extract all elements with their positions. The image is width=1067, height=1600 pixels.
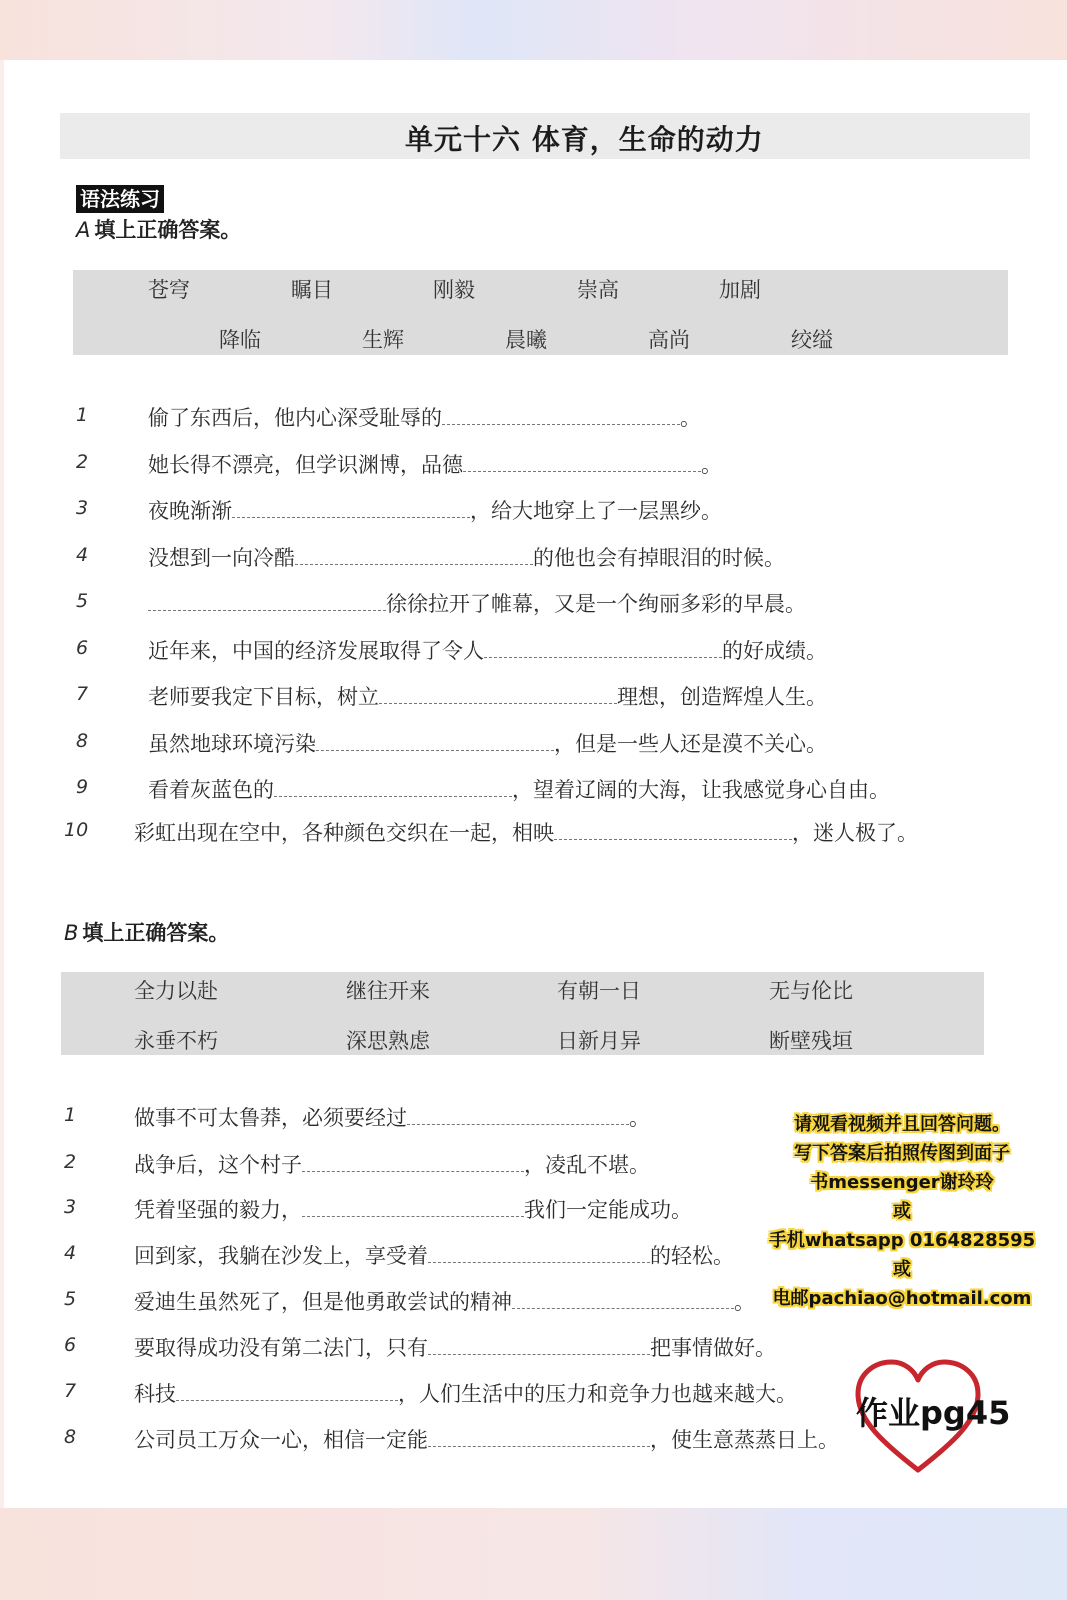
word-bank-item: 高尚: [648, 328, 690, 352]
question-row: [134, 1424, 839, 1454]
question-text: 。: [629, 1106, 650, 1130]
question-row: [134, 1240, 734, 1270]
answer-blank[interactable]: [302, 1153, 524, 1172]
question-row: [134, 1102, 650, 1132]
question-text: ，使生意蒸蒸日上。: [650, 1428, 839, 1452]
answer-blank[interactable]: [463, 453, 701, 472]
section-a-letter: A: [76, 218, 91, 242]
question-text: 的轻松。: [650, 1244, 734, 1268]
question-text: 看着灰蓝色的: [148, 778, 274, 802]
word-bank-item: 断壁残垣: [769, 1029, 853, 1053]
top-decoration-band: [0, 0, 1067, 60]
question-number: 5: [64, 1288, 77, 1310]
word-bank-item: 有朝一日: [557, 979, 641, 1003]
word-bank-item: 无与伦比: [769, 979, 853, 1003]
question-number: 5: [76, 590, 89, 612]
question-text: 公司员工万众一心，相信一定能: [134, 1428, 428, 1452]
word-bank-item: 加剧: [719, 278, 761, 302]
answer-blank[interactable]: [379, 685, 617, 704]
question-number: 3: [64, 1196, 77, 1218]
word-bank-item: 生辉: [362, 328, 404, 352]
note-line: 或: [893, 1201, 911, 1222]
question-text: ，迷人极了。: [792, 821, 918, 845]
question-row: [134, 817, 918, 847]
submission-instructions-note: [742, 1110, 1062, 1313]
word-bank-item: 苍穹: [148, 278, 190, 302]
question-row: [148, 495, 722, 525]
bottom-decoration-band: [0, 1508, 1067, 1600]
word-bank-item: 刚毅: [433, 278, 475, 302]
question-row: [148, 402, 701, 432]
question-row: [148, 635, 827, 665]
question-number: 4: [76, 544, 89, 566]
question-row: [134, 1332, 776, 1362]
question-number: 9: [76, 776, 89, 798]
answer-blank[interactable]: [176, 1382, 398, 1401]
question-text: 科技: [134, 1382, 176, 1406]
word-bank-item: 全力以赴: [134, 979, 218, 1003]
question-text: 近年来，中国的经济发展取得了令人: [148, 639, 484, 663]
question-number: 1: [64, 1104, 77, 1126]
question-row: [134, 1378, 797, 1408]
word-bank-item: 深思熟虑: [346, 1029, 430, 1053]
answer-blank[interactable]: [274, 778, 512, 797]
question-text: ，但是一些人还是漠不关心。: [554, 732, 827, 756]
note-line: 书messenger谢玲玲: [810, 1172, 994, 1193]
question-row: [134, 1286, 755, 1316]
answer-blank[interactable]: [148, 592, 386, 611]
question-text: ，给大地穿上了一层黑纱。: [470, 499, 722, 523]
question-row: [148, 588, 806, 618]
question-text: ，望着辽阔的大海，让我感觉身心自由。: [512, 778, 890, 802]
question-text: 的他也会有掉眼泪的时候。: [533, 546, 785, 570]
question-row: [148, 681, 827, 711]
question-number: 10: [64, 819, 89, 841]
question-text: 没想到一向冷酷: [148, 546, 295, 570]
answer-blank[interactable]: [428, 1428, 650, 1447]
question-text: 老师要我定下目标，树立: [148, 685, 379, 709]
question-number: 6: [64, 1334, 77, 1356]
page-title: 单元十六 体育，生命的动力: [405, 123, 764, 156]
question-row: [148, 449, 722, 479]
question-text: 回到家，我躺在沙发上，享受着: [134, 1244, 428, 1268]
question-text: 虽然地球环境污染: [148, 732, 316, 756]
question-text: ，凌乱不堪。: [524, 1153, 650, 1177]
question-number: 8: [76, 730, 89, 752]
question-text: 。: [701, 453, 722, 477]
question-text: 把事情做好。: [650, 1336, 776, 1360]
grammar-practice-tag: 语法练习: [76, 185, 164, 213]
answer-blank[interactable]: [232, 499, 470, 518]
note-line: 电邮pachiao@hotmail.com: [772, 1288, 1032, 1309]
word-bank-item: 降临: [219, 328, 261, 352]
question-row: [148, 542, 785, 572]
question-number: 2: [64, 1151, 77, 1173]
question-text: 徐徐拉开了帷幕，又是一个绚丽多彩的早晨。: [386, 592, 806, 616]
word-bank-item: 永垂不朽: [134, 1029, 218, 1053]
question-text: 。: [680, 406, 701, 430]
section-b-heading-text: 填上正确答案。: [82, 921, 230, 945]
homework-page-label: 作业pg45: [856, 1394, 1011, 1432]
question-text: 的好成绩。: [722, 639, 827, 663]
note-line: 或: [893, 1259, 911, 1280]
section-a-heading-text: 填上正确答案。: [94, 218, 242, 242]
note-line: 请观看视频并且回答问题。: [794, 1114, 1010, 1135]
section-b-letter: B: [64, 921, 79, 945]
question-text: 要取得成功没有第二法门，只有: [134, 1336, 428, 1360]
answer-blank[interactable]: [316, 732, 554, 751]
question-text: 彩虹出现在空中，各种颜色交织在一起，相映: [134, 821, 554, 845]
question-number: 3: [76, 497, 89, 519]
question-text: 理想，创造辉煌人生。: [617, 685, 827, 709]
answer-blank[interactable]: [554, 821, 792, 840]
word-bank-item: 继往开来: [346, 979, 430, 1003]
word-bank-item: 晨曦: [505, 328, 547, 352]
question-number: 1: [76, 404, 89, 426]
note-line: 写下答案后拍照传图到面子: [794, 1143, 1010, 1164]
question-number: 7: [76, 683, 89, 705]
question-text: 爱迪生虽然死了，但是他勇敢尝试的精神: [134, 1290, 512, 1314]
question-text: 做事不可太鲁莽，必须要经过: [134, 1106, 407, 1130]
question-text: 战争后，这个村子: [134, 1153, 302, 1177]
word-bank-item: 瞩目: [291, 278, 333, 302]
answer-blank[interactable]: [512, 1290, 734, 1309]
question-text: 。: [734, 1290, 755, 1314]
answer-blank[interactable]: [428, 1336, 650, 1355]
question-text: 偷了东西后，他内心深受耻辱的: [148, 406, 442, 430]
word-bank-item: 崇高: [577, 278, 619, 302]
question-number: 2: [76, 451, 89, 473]
left-decoration-band: [0, 60, 4, 1508]
question-number: 7: [64, 1380, 77, 1402]
question-text: ，人们生活中的压力和竞争力也越来越大。: [398, 1382, 797, 1406]
question-row: [134, 1194, 692, 1224]
question-row: [148, 774, 890, 804]
question-text: 夜晚渐渐: [148, 499, 232, 523]
answer-blank[interactable]: [302, 1198, 524, 1217]
question-row: [134, 1149, 650, 1179]
note-line: 手机whatsapp 0164828595: [768, 1230, 1036, 1251]
word-bank-item: 绞缢: [791, 328, 833, 352]
answer-blank[interactable]: [295, 546, 533, 565]
question-text: 她长得不漂亮，但学识渊博，品德: [148, 453, 463, 477]
answer-blank[interactable]: [428, 1244, 650, 1263]
answer-blank[interactable]: [442, 406, 680, 425]
question-number: 8: [64, 1426, 77, 1448]
question-number: 6: [76, 637, 89, 659]
answer-blank[interactable]: [484, 639, 722, 658]
question-text: 凭着坚强的毅力，: [134, 1198, 302, 1222]
question-text: 我们一定能成功。: [524, 1198, 692, 1222]
answer-blank[interactable]: [407, 1106, 629, 1125]
question-number: 4: [64, 1242, 77, 1264]
word-bank-item: 日新月异: [557, 1029, 641, 1053]
section-a-heading: [76, 214, 241, 244]
question-row: [148, 728, 827, 758]
section-b-heading: [64, 917, 229, 947]
